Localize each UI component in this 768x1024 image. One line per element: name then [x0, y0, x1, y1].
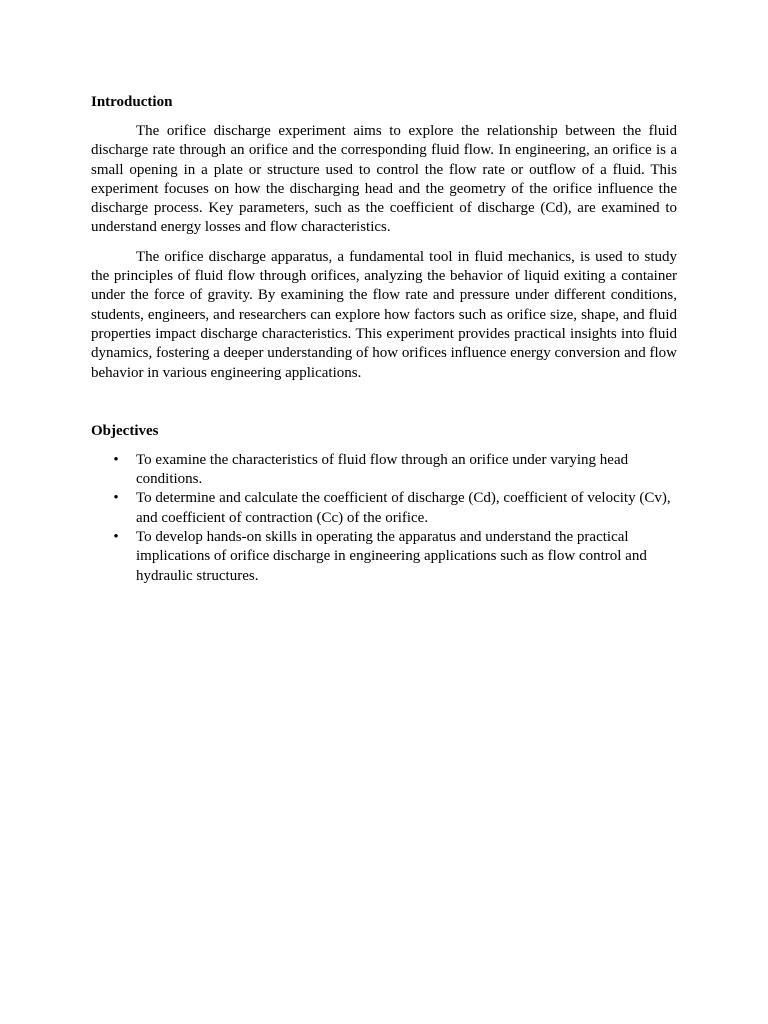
objective-item [91, 489, 677, 528]
bullet-icon: • [113, 451, 119, 468]
objective-item [91, 451, 677, 490]
objective-text: To determine and calculate the coefficient of discharge (Cd), coefficient of velocity (Cv), and coefficient of contraction (Cc) of the orifice. [136, 490, 671, 526]
document-body [91, 93, 677, 586]
objective-item [91, 528, 677, 586]
objective-text: To examine the characteristics of fluid flow through an orifice under varying head conditions. [136, 451, 629, 488]
introduction-paragraph-2: The orifice discharge apparatus, a fundamental tool in fluid mechanics, is used to study the principles of fluid flow through orifices, analyzing the behavior of liquid exiting a container under the force of gravity. By examining the flow rate and pressure under different conditions, students, engineers, and researchers can explore how factors such as orifice size, shape, and fluid properties impact discharge characteristics. This experiment provides practical insights into fluid dynamics, fostering a deeper understanding of how orifices influence energy conversion and flow behavior in various engineering applications. [91, 248, 677, 381]
introduction-paragraph-1: The orifice discharge experiment aims to explore the relationship between the fluid discharge rate through an orifice and the corresponding fluid flow. In engineering, an orifice is a small opening in a plate or structure used to control the flow rate or outflow of a fluid. This experiment focuses on how the discharging head and the geometry of the orifice influence the discharge process. Key parameters, such as the coefficient of discharge (Cd), are examined to understand energy losses and flow characteristics. [91, 123, 677, 236]
introduction-section [91, 93, 677, 383]
bullet-icon: • [113, 529, 119, 546]
objectives-section [91, 422, 677, 586]
objectives-list [91, 451, 677, 586]
introduction-heading: Introduction [91, 94, 173, 110]
objective-text: To develop hands-on skills in operating the apparatus and understand the practical implications of orifice discharge in engineering applications such as flow control and hydraulic structures. [136, 529, 647, 584]
objectives-heading: Objectives [91, 422, 159, 439]
bullet-icon: • [113, 490, 119, 507]
